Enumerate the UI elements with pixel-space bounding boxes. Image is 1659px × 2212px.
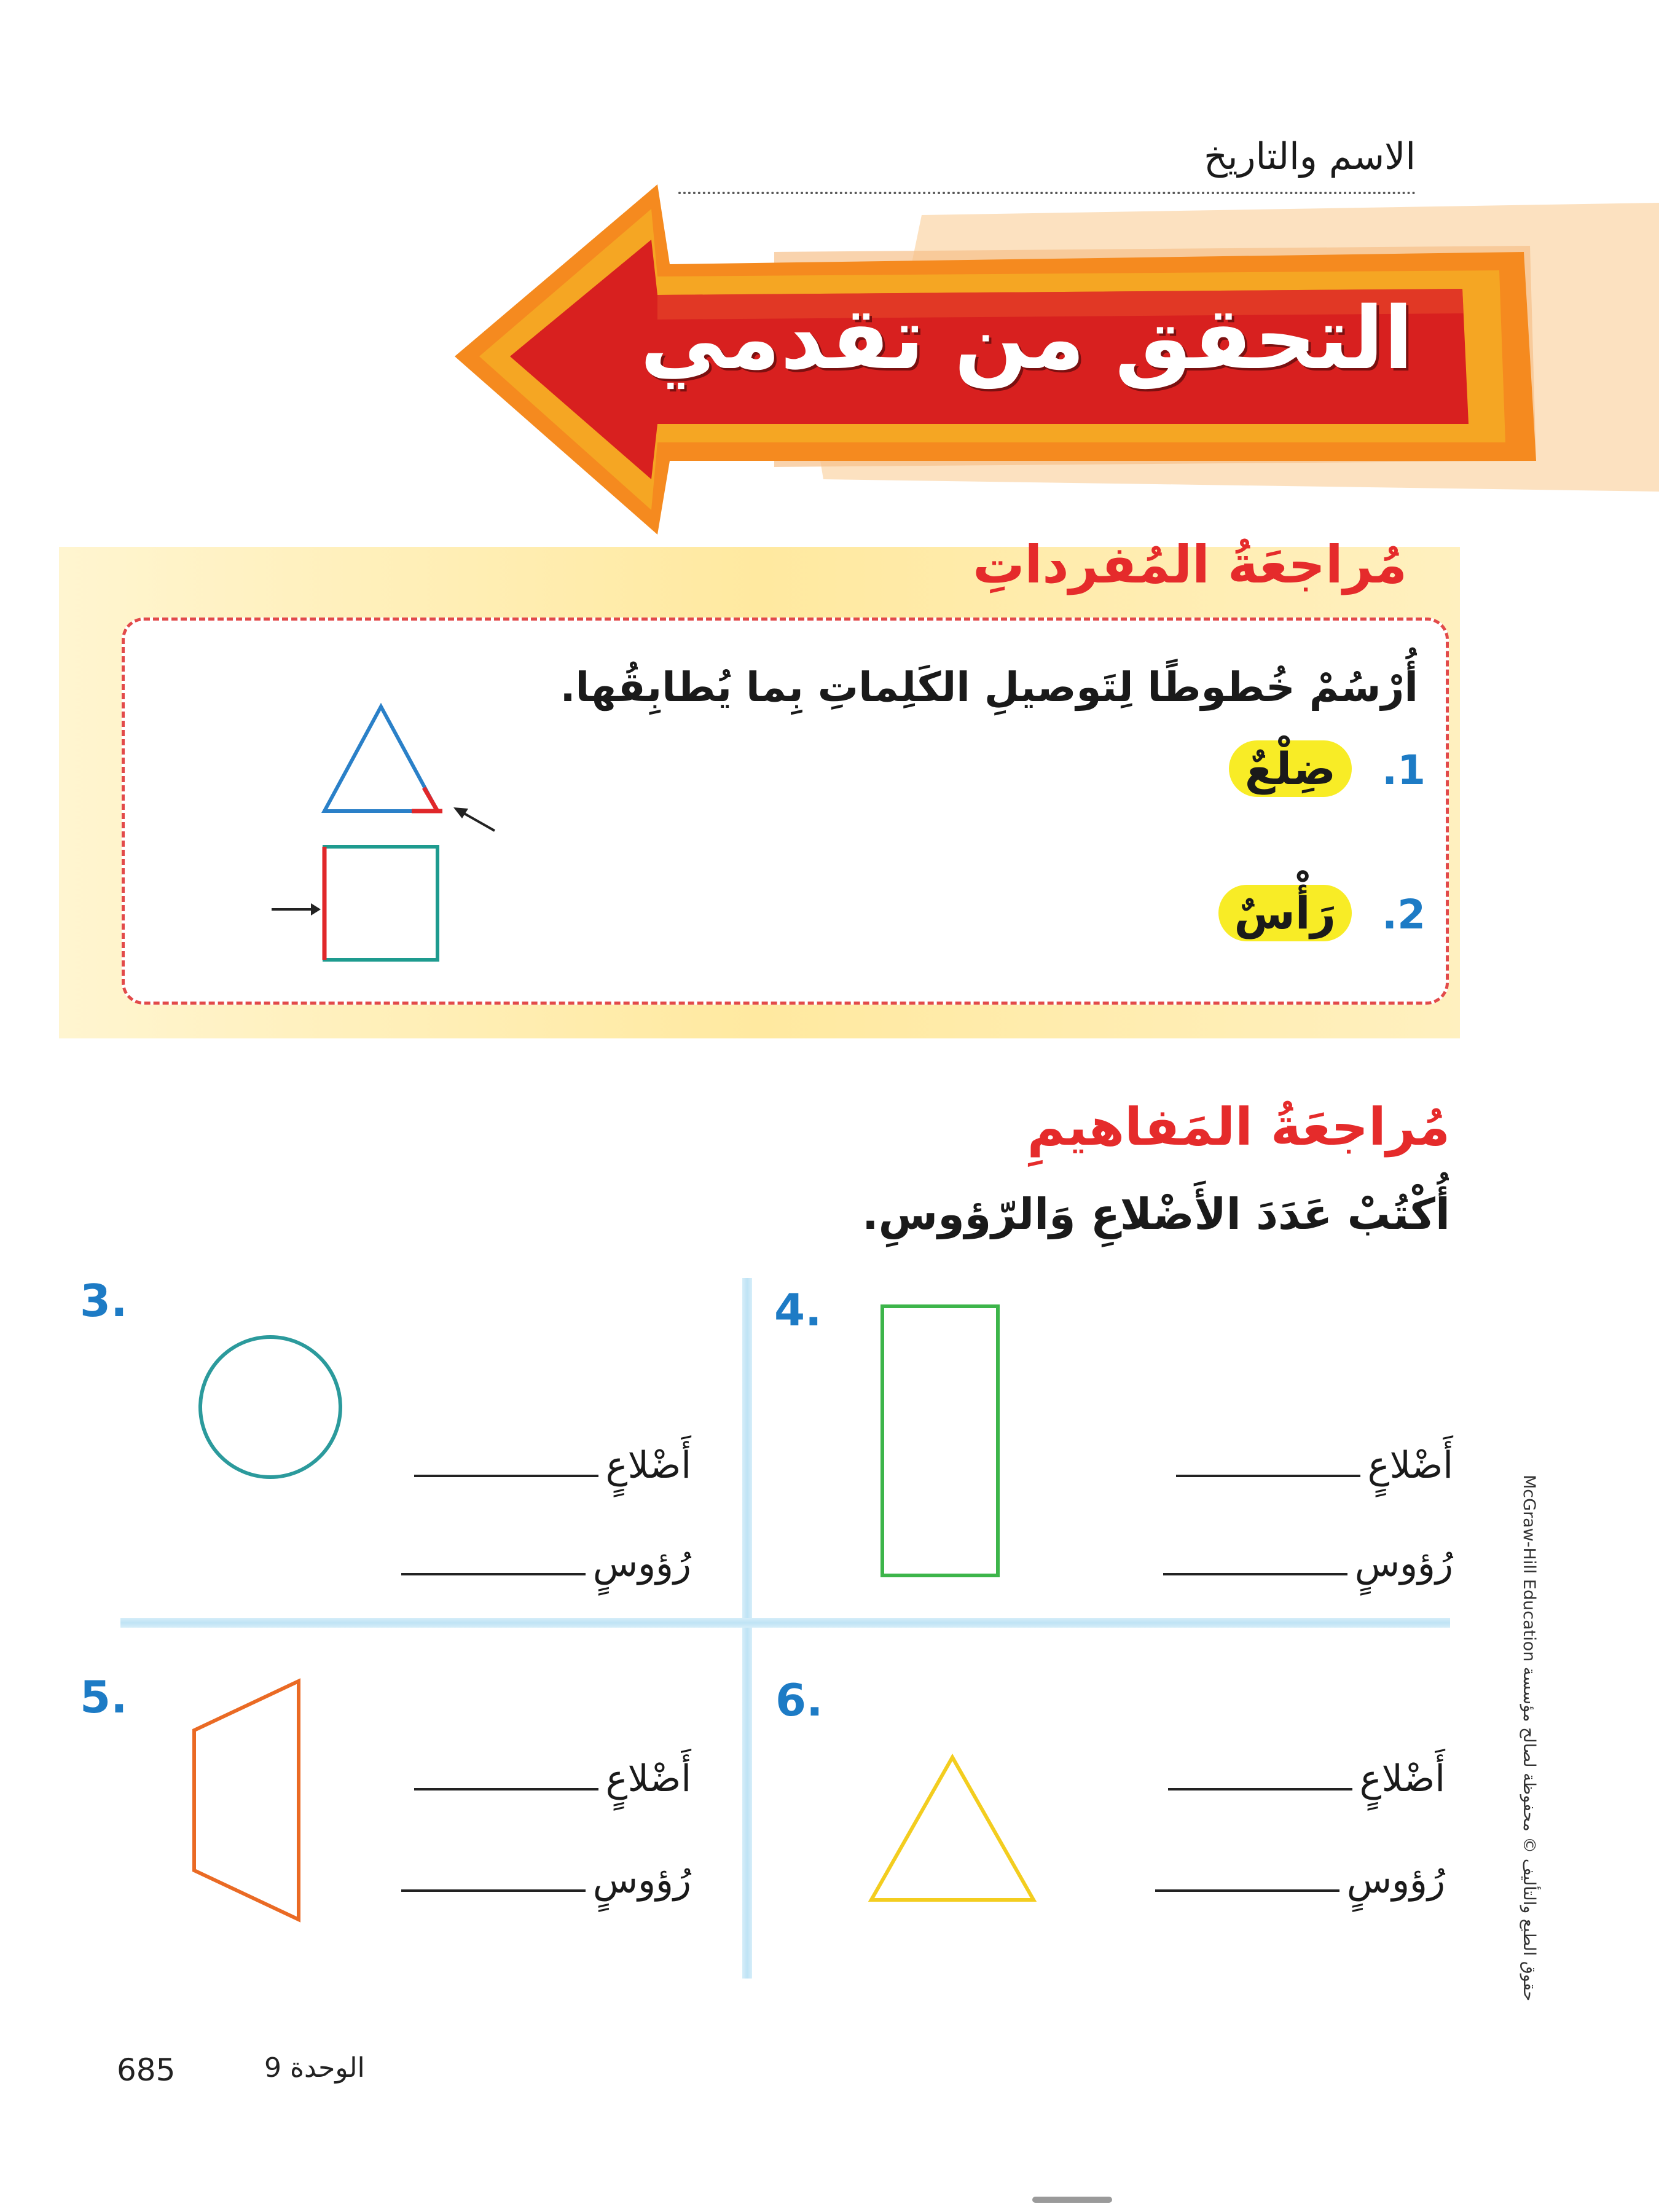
vocab-square[interactable] <box>324 847 437 960</box>
copyright-credit <box>1512 1475 1548 2002</box>
trapezoid-shape <box>184 1671 320 1929</box>
sides-answer-blank[interactable] <box>1176 1473 1360 1477</box>
sides-answer-blank[interactable] <box>414 1473 598 1477</box>
vertices-answer-blank[interactable] <box>401 1572 586 1575</box>
vertices-label: رُؤوسٍ <box>592 1859 691 1902</box>
answer-vertices <box>1163 1542 1453 1585</box>
vertices-label: رُؤوسٍ <box>1346 1859 1445 1902</box>
vertices-answer-blank[interactable] <box>1163 1572 1347 1575</box>
copyright-text: حقوق الطبع والتأليف © محفوظة لصالح مؤسسة McGraw-Hill Education <box>1520 1475 1539 2002</box>
vertices-answer-blank[interactable] <box>401 1888 586 1892</box>
answer-sides <box>414 1757 691 1800</box>
vocab-word-vertex[interactable]: رَأْسٌ <box>1218 885 1352 941</box>
sides-answer-blank[interactable] <box>1168 1787 1352 1790</box>
vocab-word-side[interactable]: ضِلْعٌ <box>1229 740 1352 797</box>
vertices-answer-blank[interactable] <box>1155 1888 1339 1892</box>
sides-label: أَضْلاعٍ <box>1367 1444 1453 1487</box>
concepts-instruction: أُكْتُبْ عَدَدَ الأَضْلاعِ وَالرّؤوسِ. <box>862 1189 1450 1239</box>
sides-answer-blank[interactable] <box>414 1787 598 1790</box>
exercise-number: 5. <box>80 1671 128 1723</box>
arrow-pointing-vertex <box>453 807 495 831</box>
vertices-label: رُؤوسٍ <box>1354 1542 1453 1585</box>
sides-label: أَضْلاعٍ <box>605 1444 691 1487</box>
name-date-label: الاسم والتاريخ <box>1204 135 1416 178</box>
vocab-item-number: 1. <box>1381 747 1426 794</box>
exercise-number: 3. <box>80 1275 128 1327</box>
rectangle-shape <box>873 1296 1008 1585</box>
vocab-shapes <box>258 688 516 983</box>
triangle-shape <box>860 1745 1045 1911</box>
answer-sides <box>414 1444 691 1487</box>
page-number: 685 <box>117 2052 176 2088</box>
vertices-label: رُؤوسٍ <box>592 1542 691 1585</box>
vocab-instruction: أُرْسُمْ خُطوطًا لِتَوصيلِ الكَلِماتِ بِما يُطابِقُها. <box>560 664 1418 711</box>
home-indicator[interactable] <box>1032 2197 1112 2203</box>
arrow-pointing-side <box>272 903 321 916</box>
unit-label: الوحدة 9 <box>264 2052 365 2084</box>
vocab-item-number: 2. <box>1381 891 1426 938</box>
circle-shape <box>190 1327 350 1487</box>
answer-vertices <box>401 1542 691 1585</box>
exercise-number: 6. <box>775 1674 823 1726</box>
grid-divider-horizontal <box>120 1618 1450 1628</box>
concepts-heading: مُراجعَةُ المَفاهيمِ <box>1027 1097 1450 1157</box>
exercise-number: 4. <box>774 1284 822 1336</box>
grid-divider-vertical <box>742 1278 752 1979</box>
answer-sides <box>1168 1757 1445 1800</box>
sides-label: أَضْلاعٍ <box>1359 1757 1445 1800</box>
sides-label: أَضْلاعٍ <box>605 1757 691 1800</box>
vocab-heading: مُراجعَةُ المُفرداتِ <box>973 535 1407 595</box>
vocab-triangle[interactable] <box>324 707 442 811</box>
answer-vertices <box>1155 1859 1445 1902</box>
page-title: التحقق من تقدمي <box>640 289 1413 389</box>
answer-vertices <box>401 1859 691 1902</box>
answer-sides <box>1176 1444 1453 1487</box>
